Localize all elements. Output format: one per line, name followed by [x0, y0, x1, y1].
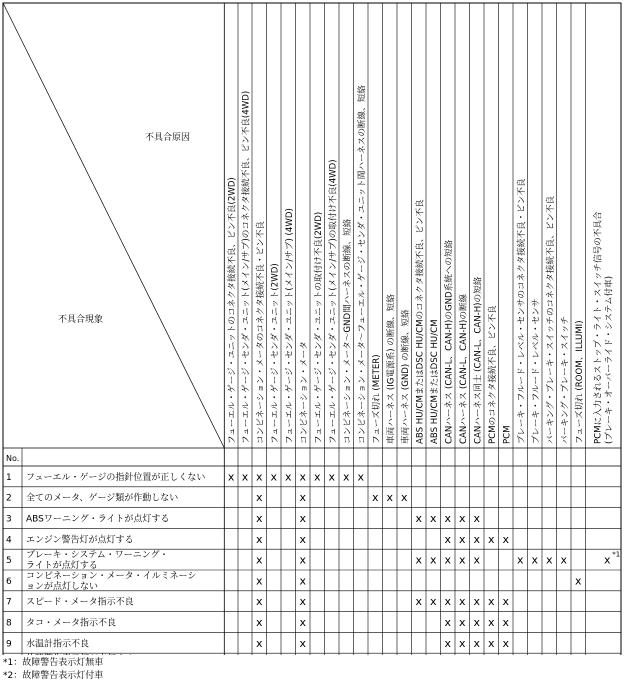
cause-mark: x: [299, 636, 307, 650]
cause-mark: x: [299, 553, 307, 567]
cause-mark: x: [545, 553, 553, 567]
cause-mark: x: [473, 595, 481, 609]
cause-header-text: 車両ハーネス (GND) の断線、短絡: [400, 309, 411, 444]
cause-mark: x: [487, 616, 495, 629]
footnote-2: *2：故障警告表示灯付車: [3, 671, 104, 681]
cause-mark: x: [284, 470, 292, 484]
cause-header-text: フューエル・ゲージ・センダ・ユニット(メイン/サブ)のコネクタ接続不良、ピン不良(4WD): [241, 90, 252, 444]
cause-mark: x: [415, 553, 423, 567]
cause-mark: x: [502, 636, 510, 650]
cause-mark: x: [473, 553, 481, 567]
symptom-text: 全てのメータ、ゲージ類が作動しない: [26, 493, 179, 504]
cause-mark: x: [502, 532, 510, 546]
cause-mark: x: [241, 470, 249, 484]
cause-mark: x: [371, 491, 379, 505]
cause-mark: x: [473, 512, 481, 525]
cause-mark: x: [270, 470, 278, 484]
cause-header-text: コンビネーション・メータ: [299, 341, 310, 444]
cause-mark: x: [473, 616, 481, 629]
symptom-text: スピード・メータ指示不良: [26, 597, 134, 608]
cause-header-text: フューエル・ゲージ・センダ・ユニット(メイン/サブ) (4WD): [284, 208, 295, 444]
cause-mark: x: [342, 470, 350, 484]
cause-mark: x: [255, 470, 263, 484]
cause-mark: x: [429, 553, 437, 567]
cause-header-text: CANハーネス同士 (CAN-L、CAN-H)の短絡: [473, 276, 484, 444]
cause-mark: x: [516, 553, 524, 567]
row-number: 8: [6, 618, 12, 629]
cause-mark: x: [444, 595, 452, 609]
cause-mark: x: [386, 491, 394, 505]
symptom-text: フューエル・ゲージの指針位置が正しくない: [26, 472, 206, 483]
cause-mark: x: [502, 616, 510, 629]
no-header-label: No.: [6, 454, 20, 463]
cause-header-label: 不具合原因: [145, 133, 191, 143]
cause-mark: x: [255, 636, 263, 650]
cause-mark: x: [255, 512, 263, 525]
cause-mark: x: [255, 595, 263, 609]
cause-mark: x: [299, 512, 307, 525]
symptom-text: タコ・メータ指示不良: [26, 618, 117, 629]
cause-mark: x: [603, 553, 611, 567]
cause-mark: x: [255, 532, 263, 546]
cause-mark: x: [458, 616, 466, 629]
cause-header-text: ABS HU/CMまたはDSC HU/CMのコネクタ接続不良、ピン不良: [415, 199, 426, 444]
symptom-text: ライトが点灯する: [26, 561, 98, 572]
cause-mark: x: [357, 470, 365, 484]
cause-header-text: フューズ切れ (METER): [371, 354, 382, 444]
cause-mark: x: [299, 532, 307, 546]
cause-mark: x: [458, 595, 466, 609]
cause-mark: x: [444, 616, 452, 629]
cause-header-text: 車両ハーネス (IG電源系) の断線、短絡: [386, 294, 397, 444]
cause-mark: x: [299, 616, 307, 629]
cause-mark: x: [255, 553, 263, 567]
symptom-text: ABSワーニング・ライトが点灯する: [26, 514, 170, 525]
cause-header-text: フューエル・ゲージ・センダ・ユニット(2WD): [270, 263, 281, 444]
header-diagonal: [3, 3, 224, 448]
symptom-text: ブレーキ・システム・ワーニング・: [26, 550, 169, 561]
mark-note: *1: [612, 550, 621, 559]
cause-mark: x: [299, 574, 307, 588]
cause-mark: x: [415, 512, 423, 525]
cause-header-text: フューズ切れ (ROOM、ILLUMI): [574, 320, 585, 444]
cause-mark: x: [429, 512, 437, 525]
row-number: 7: [6, 597, 12, 608]
row-number: 5: [6, 556, 12, 567]
row-number: 9: [6, 639, 12, 650]
cause-mark: x: [400, 491, 408, 505]
row-number: 4: [6, 535, 12, 546]
cause-mark: x: [502, 595, 510, 609]
cause-mark: x: [458, 553, 466, 567]
cause-mark: x: [444, 553, 452, 567]
cause-header-text: フューエル・ゲージ・センダ・ユニット(メイン/サブ)の取付け不良(4WD): [328, 159, 339, 444]
cause-header-text: PCM: [502, 425, 513, 444]
cause-header-text: パーキング・ブレーキ・スイッチ: [560, 316, 571, 444]
cause-header-text: フューエル・ゲージ・センダ・ユニットの取付け不良(2WD): [313, 211, 324, 444]
cause-mark: x: [328, 470, 336, 484]
cause-mark: x: [429, 595, 437, 609]
cause-mark: x: [227, 470, 235, 484]
cause-mark: x: [299, 595, 307, 609]
cause-mark: x: [458, 636, 466, 650]
symptom-text: 水温計指示不良: [26, 639, 90, 650]
cause-mark: x: [444, 532, 452, 546]
cause-header-text: コンビネーション・メータ〜GND間ハーネスの断線、短絡: [342, 218, 353, 444]
cause-mark: x: [299, 491, 307, 505]
cause-header-text: ブレーキ・フルード・レベル・センサ: [531, 298, 542, 444]
cause-header-text: ブレーキ・フルード・レベル・センサのコネクタ接続不良・ピン不良: [516, 178, 527, 444]
cause-mark: x: [487, 532, 495, 546]
footnote-1: *1：故障警告表示灯無車: [3, 658, 104, 668]
cause-mark: x: [313, 470, 321, 484]
row-number: 3: [6, 514, 12, 525]
cause-mark: x: [444, 636, 452, 650]
cause-mark: x: [560, 553, 568, 567]
row-number: 2: [6, 493, 12, 504]
cause-header-text: PCMのコネクタ接続不良、ピン不良: [487, 305, 498, 444]
cause-mark: x: [255, 491, 263, 505]
cause-header-text: PCMに入力されるストップ・ライト・スイッチ信号の不具合: [593, 211, 604, 444]
cause-header-text: (ブレーキ・オーバーライド・システム付車): [604, 275, 615, 444]
cause-mark: x: [415, 595, 423, 609]
cause-mark: x: [487, 636, 495, 650]
cause-mark: x: [444, 512, 452, 525]
cause-header-text: CANハーネス (CAN-L、CAN-H)の断線: [458, 293, 469, 444]
cause-header-text: パーキング・ブレーキ・スイッチのコネクタ接続不良、ピン不良: [545, 195, 556, 444]
cause-mark: x: [299, 470, 307, 484]
cause-header-text: フューエル・ゲージ・ユニットのコネクタ接続不良、ピン不良(2WD): [227, 177, 238, 444]
symptom-header-label: 不具合現象: [58, 315, 104, 325]
cause-mark: x: [473, 532, 481, 546]
row-number: 1: [6, 472, 12, 483]
symptom-text: ョンが点灯しない: [26, 581, 99, 592]
symptom-text: コンビネーション・メータ・イルミネーシ: [26, 571, 197, 582]
cause-mark: x: [458, 512, 466, 525]
symptom-text: エンジン警告灯が点灯する: [26, 535, 134, 546]
cause-header-text: コンビネーション・メータ〜フューエル・ゲージ・センダ・ユニット間ハーネスの断線、短絡: [357, 85, 368, 444]
cause-header-text: コンビネーション・メータのコネクタ接続不良・ピン不良: [255, 221, 266, 444]
cause-mark: x: [531, 553, 539, 567]
cause-mark: x: [574, 574, 582, 588]
cause-mark: x: [255, 616, 263, 629]
row-number: 6: [6, 576, 12, 587]
cause-mark: x: [473, 636, 481, 650]
cause-header-text: CANハーネス (CAN-L、CAN-H)のGND系統への短絡: [444, 239, 455, 444]
cause-mark: x: [255, 574, 263, 588]
cause-mark: x: [487, 595, 495, 609]
cause-header-text: ABS HU/CMまたはDSC HU/CM: [429, 319, 440, 444]
cause-mark: x: [458, 532, 466, 546]
footnotes: [3, 657, 103, 683]
